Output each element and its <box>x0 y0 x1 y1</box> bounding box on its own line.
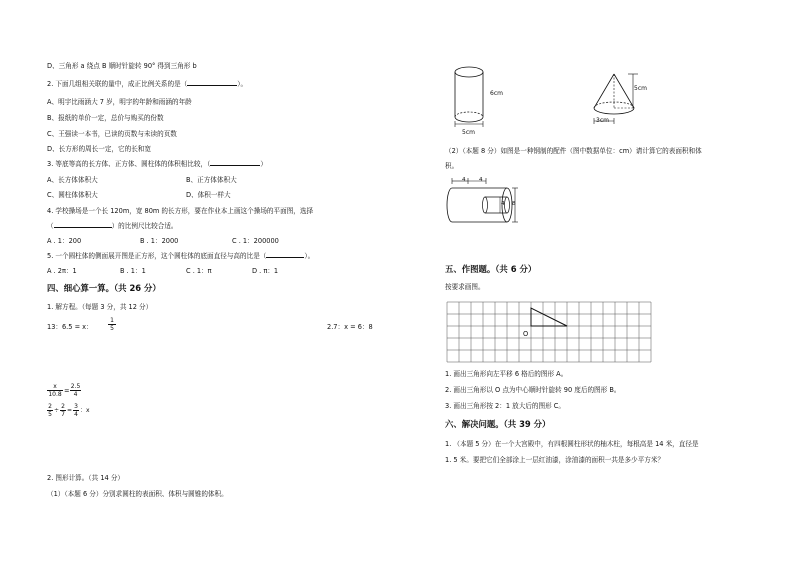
figure-calc-title: 2. 图形计算。（共 14 分） <box>47 474 125 482</box>
q3-option-d: D、体积一样大 <box>186 191 231 199</box>
cylinder-diameter-label: 5cm <box>462 129 475 136</box>
fraction-numerator: 2.5 <box>70 383 81 390</box>
question-2-end: ）。 <box>237 80 248 88</box>
q5-option-c: C . 1：π <box>186 267 212 275</box>
equals-sign: = <box>64 387 70 395</box>
equation-4-fraction-2 <box>60 403 66 418</box>
equation-2: 2.7：x = 6：8 <box>327 323 373 331</box>
equation-3-fraction-right <box>70 383 81 398</box>
question-4-end: ）的比例尺比较合适。 <box>111 222 178 230</box>
section-6-title: 六、解决问题。（共 39 分） <box>445 419 551 429</box>
triangle-shape <box>531 308 567 326</box>
dimension-label: 4 <box>462 177 466 183</box>
problem-1-line1: 1. （本题 5 分）在一个大宫殿中，有四根圆柱形状的柚木柱，每根高是 14 米，直径是 <box>445 440 699 448</box>
q4-option-c: C . 1：200000 <box>232 237 279 245</box>
fraction-numerator: 2 <box>61 403 65 410</box>
fraction-numerator: 3 <box>74 403 78 410</box>
draw-instruction: 按要求画图。 <box>445 283 485 291</box>
q2-option-b: B、报纸的单价一定，总价与购买的份数 <box>47 114 164 122</box>
q2-option-d: D、长方形的周长一定，它的长和宽 <box>47 145 151 153</box>
figure-calc-question-2-line1: （2）（本题 8 分）如图是一种钢制的配件（图中数据单位：cm）请计算它的表面积和体 <box>445 147 702 155</box>
fraction-numerator: 1 <box>110 317 114 324</box>
question-2 <box>47 80 247 89</box>
figure-calc-question-1: （1）（本题 6 分）分别求圆柱的表面积、体积与圆锥的体积。 <box>47 490 228 498</box>
q2-option-c: C、王强读一本书，已读的页数与未读的页数 <box>47 130 177 138</box>
variable-x: x <box>86 407 90 414</box>
draw-task-1: 1. 画出三角形向左平移 6 格后的图形 A。 <box>445 370 568 378</box>
q4-option-a: A . 1：200 <box>47 237 82 245</box>
fraction-denominator: 4 <box>74 411 78 418</box>
problem-1-line2: 1. 5 米。要把它们全部涂上一层红油漆，涂油漆的面积一共是多少平方米？ <box>445 456 665 464</box>
drawing-grid[interactable] <box>447 302 651 362</box>
question-5-stem: 5. 一个圆柱体的侧面展开图是正方形，这个圆柱体的底面直径与高的比是（ <box>47 252 267 260</box>
section-4-title: 四、细心算一算。（共 26 分） <box>47 283 161 293</box>
question-3 <box>47 160 267 169</box>
question-5 <box>47 252 314 261</box>
question-5-end: ）。 <box>304 252 315 260</box>
question-4-line1: 4. 学校操场是一个长 120m，宽 80m 的长方形，要在作业本上画这个操场的平面图，选择 <box>47 207 314 215</box>
answer-blank[interactable] <box>54 227 112 228</box>
figure-calc-question-2-line2: 积。 <box>445 162 459 170</box>
question-4-line2 <box>47 222 178 231</box>
draw-task-2: 2. 画出三角形以 O 点为中心顺时针旋转 90 度后的图形 B。 <box>445 386 621 394</box>
question-3-stem: 3. 等底等高的长方体、正方体、圆柱体的体积相比较，（ <box>47 160 211 168</box>
answer-blank[interactable] <box>210 165 260 166</box>
dimension-label: 8 <box>512 201 516 207</box>
q3-option-c: C、圆柱体体积大 <box>47 191 98 199</box>
answer-blank[interactable] <box>266 257 304 258</box>
fraction-numerator: 2 <box>48 403 52 410</box>
dimension-label: 4 <box>501 201 505 207</box>
equation-1-lhs: 13：6.5 = x： <box>47 323 93 331</box>
equation-1-fraction <box>108 317 116 332</box>
q2-option-a: A、明宇比雨涵大 7 岁，明宇的年龄和雨涵的年龄 <box>47 98 192 106</box>
dimension-label: 4 <box>479 177 483 183</box>
question-3-end: ） <box>260 160 267 168</box>
section-5-title: 五、作图题。（共 6 分） <box>445 264 537 274</box>
operator: = <box>67 407 73 414</box>
q4-option-b: B . 1：2000 <box>140 237 179 245</box>
fraction-denominator: 5 <box>48 411 52 418</box>
q5-option-a: A . 2π：1 <box>47 267 77 275</box>
operator: ÷ <box>54 407 60 414</box>
q5-option-d: D . π：1 <box>252 267 279 275</box>
answer-blank[interactable] <box>187 85 237 86</box>
cylinder-figure <box>445 62 505 134</box>
cone-height-label: 5cm <box>634 85 647 92</box>
question-4-open: （ <box>47 222 54 230</box>
fraction-denominator: 5 <box>108 324 116 332</box>
q5-option-b: B . 1：1 <box>120 267 146 275</box>
q3-option-b: B、正方体体积大 <box>186 176 237 184</box>
equation-4-fraction-1 <box>47 403 53 418</box>
grid-point-o-label: O <box>523 330 529 338</box>
q3-option-a: A、长方体体积大 <box>47 176 98 184</box>
question-2-stem: 2. 下面几组相关联的量中，成正比例关系的是（ <box>47 80 188 88</box>
fraction-numerator: x <box>53 383 57 390</box>
draw-task-3: 3. 画出三角形按 2：1 放大后的图形 C。 <box>445 402 565 410</box>
equation-4-fraction-3 <box>73 403 79 418</box>
fraction-denominator: 4 <box>70 390 81 398</box>
operator: ： <box>80 407 87 414</box>
equation-task-title: 1. 解方程。（每题 3 分，共 12 分） <box>47 303 153 311</box>
cylinder-height-label: 6cm <box>490 90 503 97</box>
cone-radius-label: 3cm <box>596 117 609 124</box>
fraction-denominator: 7 <box>61 411 65 418</box>
option-d-rotate: D、三角形 a 绕点 B 顺时针旋转 90° 得到三角形 b <box>47 62 197 70</box>
fraction-denominator: 10.8 <box>48 391 62 398</box>
equation-3-fraction-left <box>47 383 63 398</box>
